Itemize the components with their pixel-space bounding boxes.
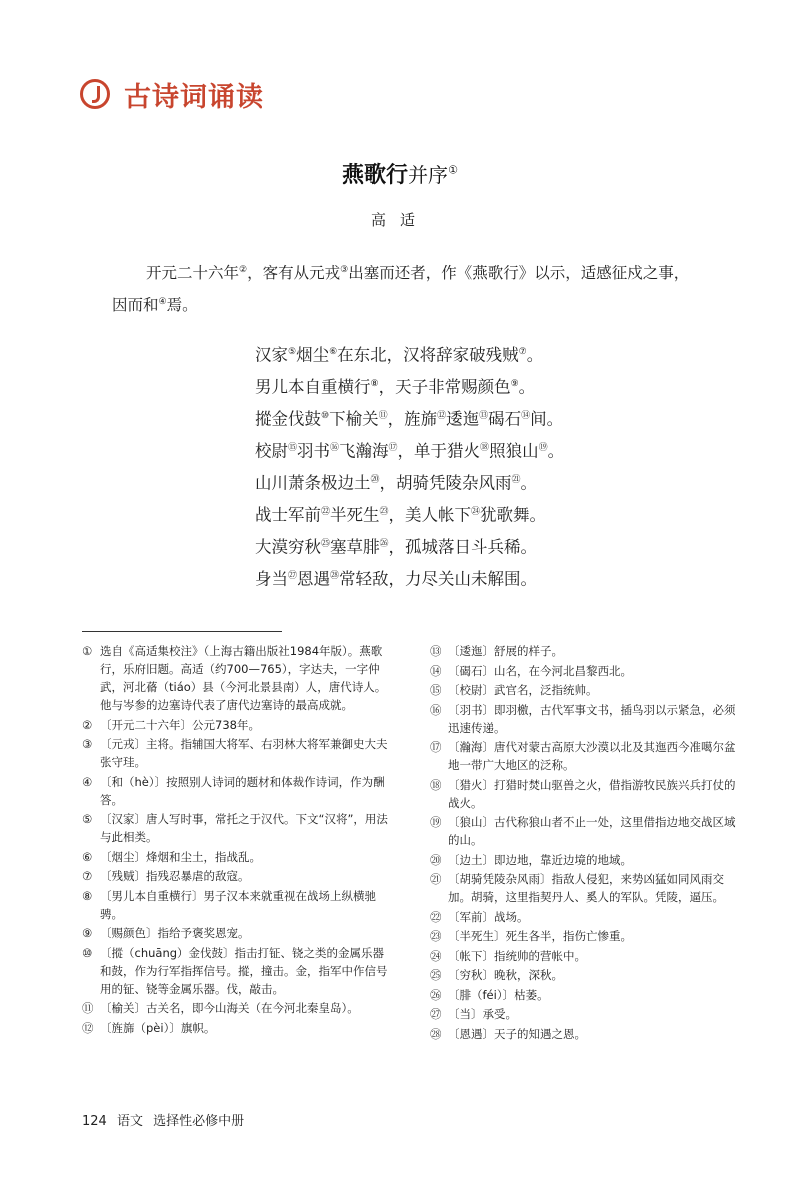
footnote-marker: ⑤ (288, 347, 297, 357)
footnote-text: 〔逶迤〕舒展的样子。 (448, 644, 563, 658)
footnote-number: ① (82, 644, 93, 658)
text-segment: 恩遇 (297, 569, 331, 589)
text-segment: 。 (518, 377, 536, 397)
footnote-text: 〔瀚海〕唐代对蒙古高原大沙漠以北及其迤西今准噶尔盆地一带广大地区的泛称。 (448, 740, 736, 772)
footnote-number: ⑯ (430, 702, 442, 717)
text-segment: ，孤城落日斗兵稀。 (388, 537, 538, 557)
footnote-marker: ⑩ (321, 411, 330, 421)
footnote-number: ⑧ (82, 888, 93, 903)
text-segment: 下榆关 (329, 409, 379, 429)
footnote (82, 848, 392, 866)
text-segment: 男儿本自重横行 (255, 377, 371, 397)
poem-line (255, 562, 564, 594)
footnote (430, 642, 740, 660)
text-segment: 。 (526, 345, 544, 365)
poem-title-main: 燕歌行 (342, 162, 409, 188)
poem-title (0, 158, 800, 189)
footnote-number: ㉓ (430, 929, 442, 943)
poem-author: 高适 (370, 211, 429, 229)
footnote-number: ⑮ (430, 683, 442, 697)
poem-line (255, 530, 564, 562)
poem-line (255, 370, 564, 402)
text-segment: 战士军前 (255, 505, 321, 525)
footnote (82, 773, 392, 809)
poem-title-subtitle: 并序 (408, 163, 449, 187)
text-segment: 碣石 (488, 409, 522, 429)
text-segment: 摐金伐鼓 (255, 409, 321, 429)
text-segment: 。 (520, 473, 538, 493)
text-segment: 开元二十六年 (146, 264, 240, 283)
footnote-text: 〔当〕承受。 (448, 1007, 517, 1021)
footnote-text: 〔猎火〕打猎时焚山驱兽之火，借指游牧民族兴兵打仗的战火。 (448, 777, 736, 810)
footnote (430, 738, 740, 774)
footnote (82, 642, 392, 714)
footnote-marker: ⑬ (479, 411, 489, 421)
footnote-text: 〔穷秋〕晚秋，深秋。 (448, 968, 563, 982)
footnote (430, 1025, 740, 1043)
text-segment: ，胡骑凭陵杂风雨 (379, 473, 512, 493)
footnote-number: ⑤ (82, 812, 93, 826)
footnote-number: ⑦ (82, 869, 93, 883)
page-number: 124 (82, 1114, 107, 1129)
text-segment: 出塞而还者，作《燕歌行》以示，适感征戍之事，因而和 (112, 264, 690, 315)
footnote-marker: ⑱ (480, 443, 490, 453)
text-segment: ，旌旆 (387, 409, 438, 429)
footnotes-left-column (82, 642, 392, 1038)
footnote-text: 〔烟尘〕烽烟和尘土，指战乱。 (100, 849, 261, 864)
text-segment: 羽书 (297, 441, 331, 461)
text-segment: ，单于猎火 (397, 441, 481, 461)
text-segment: 汉家 (255, 345, 288, 365)
text-segment: 照狼山 (489, 441, 539, 461)
footnote (82, 887, 392, 923)
poem-line (255, 402, 564, 434)
footnote-number: ㉒ (430, 909, 442, 924)
footnote (430, 1005, 740, 1023)
footnote-text: 〔元戎〕主将。指辅国大将军、右羽林大将军兼御史大夫张守珪。 (100, 737, 388, 769)
text-segment: 犹歌舞。 (480, 505, 547, 525)
footnote-marker: ⑰ (388, 443, 398, 453)
footnote-text: 〔羽书〕即羽檄，古代军事文书，插鸟羽以示紧急，必须迅速传递。 (448, 702, 736, 735)
footnote-number: ㉕ (430, 968, 442, 982)
footnote-text: 〔汉家〕唐人写时事，常托之于汉代。下文“汉将”，用法与此相类。 (100, 812, 388, 844)
footnotes-right-column (430, 642, 740, 1044)
footnote-marker: ⑦ (518, 347, 527, 357)
footnote (430, 986, 740, 1004)
footnote-number: ⑥ (82, 849, 93, 864)
footnote-text: 〔边土〕即边地，靠近边境的地域。 (448, 852, 632, 867)
footnote-number: ⑰ (430, 740, 442, 754)
footnote-number: ② (82, 717, 93, 732)
footnote (82, 716, 392, 734)
page-footer (82, 1110, 244, 1129)
text-segment: 飞瀚海 (339, 441, 389, 461)
footnote-marker: ㉕ (321, 539, 331, 549)
footnote-marker: ㉖ (379, 539, 389, 549)
footnote-number: ㉖ (430, 987, 442, 1002)
text-segment: 塞草腓 (330, 537, 380, 557)
footnote (430, 851, 740, 869)
footnote-marker: ㉔ (471, 507, 481, 517)
footnote-text: 〔榆关〕古关名，即今山海关（在今河北秦皇岛）。 (100, 1001, 359, 1015)
footnote-text: 〔和（hè）〕按照别人诗词的题材和体裁作诗词，作为酬答。 (100, 774, 385, 807)
footnote-text: 〔校尉〕武官名，泛指统帅。 (448, 683, 598, 697)
footnote-marker: ② (239, 265, 248, 275)
footnote-marker: ㉘ (330, 571, 340, 581)
footer-subject: 语文 (116, 1114, 143, 1129)
footnote-text: 〔赐颜色〕指给予褒奖恩宠。 (100, 926, 250, 940)
text-segment: 大漠穷秋 (255, 537, 321, 557)
poem-verses (255, 338, 564, 594)
footnote-text: 〔男儿本自重横行〕男子汉本来就重视在战场上纵横驰骋。 (100, 888, 376, 921)
text-segment: ，天子非常赐颜色 (378, 377, 511, 397)
text-segment: 在东北，汉将辞家破残贼 (337, 345, 519, 365)
footnote-marker: ㉗ (288, 571, 298, 581)
poem-line (255, 338, 564, 370)
footnote-text: 〔旌旆（pèi）〕旗帜。 (100, 1020, 216, 1035)
footnote-number: ㉔ (430, 948, 442, 963)
footnote (430, 813, 740, 849)
footnote-divider (82, 631, 282, 632)
footnote-number: ⑱ (430, 777, 442, 792)
poem-line (255, 466, 564, 498)
footnote-text: 〔残贼〕指残忍暴虐的敌寇。 (100, 869, 250, 883)
footnote-marker: ⑳ (370, 475, 380, 485)
text-segment: 逶迤 (446, 409, 480, 429)
footnote (430, 870, 740, 906)
poem-title-footnote-marker: ① (448, 163, 458, 177)
footnote-marker: ㉓ (379, 507, 389, 517)
footnote (82, 999, 392, 1017)
footnote-number: ④ (82, 774, 93, 789)
footnote-text: 〔胡骑凭陵杂风雨〕指敌人侵犯，来势凶猛如同风雨交加。胡骑，这里指契丹人、奚人的军队。凭陵，逼压。 (448, 872, 724, 904)
footnote-text: 〔恩遇〕天子的知遇之恩。 (448, 1026, 586, 1041)
text-segment: 烟尘 (296, 345, 330, 365)
footnote (82, 944, 392, 998)
footnote-text: 选自《高适集校注》（上海古籍出版社1984年版）。燕歌行，乐府旧题。高适（约700—765），字达夫，一字仲武，河北蓨（tiáo）县（今河北景县南）人，唐代诗人。他与岑参的边塞诗代表了唐代边塞诗的最高成就。 (100, 644, 387, 712)
text-segment: 山川萧条极边土 (255, 473, 371, 493)
text-segment: 焉。 (166, 296, 198, 315)
footnote-marker: ③ (340, 265, 349, 275)
poem-preface (112, 256, 702, 320)
footnote-number: ⑬ (430, 644, 442, 658)
footnote-number: ⑲ (430, 815, 442, 829)
footnote (430, 681, 740, 699)
footnote-number: ⑫ (82, 1020, 94, 1035)
footer-book: 选择性必修中册 (153, 1114, 245, 1129)
footnote-marker: ⑥ (329, 347, 338, 357)
poem-line (255, 434, 564, 466)
footnote-text: 〔狼山〕古代称狼山者不止一处，这里借指边地交战区域的山。 (448, 815, 736, 847)
footnote-number: ⑩ (82, 945, 93, 960)
footnote (430, 947, 740, 965)
footnote-number: ㉑ (430, 872, 442, 886)
footnote-text: 〔腓（féi）〕枯萎。 (448, 987, 549, 1002)
text-segment: ，美人帐下 (388, 505, 472, 525)
footnote (430, 908, 740, 926)
footnote-marker: ⑯ (330, 443, 340, 453)
footnote (430, 776, 740, 812)
footnote (430, 662, 740, 680)
section-header (80, 74, 264, 114)
footnote-text: 〔军前〕战场。 (448, 909, 529, 924)
text-segment: 身当 (255, 569, 288, 589)
footnote (82, 1019, 392, 1037)
text-segment: ，客有从元戎 (247, 264, 341, 283)
text-segment: 校尉 (255, 441, 288, 461)
footnote-text: 〔半死生〕死生各半，指伤亡惨重。 (448, 929, 632, 943)
footnote (430, 966, 740, 984)
footnote-number: ⑭ (430, 663, 442, 678)
text-segment: 。 (547, 441, 565, 461)
footnote-number: ⑪ (82, 1001, 94, 1015)
footnote (430, 927, 740, 945)
footnote-text: 〔摐（chuāng）金伐鼓〕指击打钲、铙之类的金属乐器和鼓，作为行军指挥信号。摐，撞击。金，指军中作信号用的钲、铙等金属乐器。伐，敲击。 (100, 945, 388, 996)
footnote-marker: ⑨ (510, 379, 519, 389)
text-segment: 常轻敌，力尽关山未解围。 (339, 569, 538, 589)
footnote-text: 〔碣石〕山名，在今河北昌黎西北。 (448, 663, 632, 678)
section-logo-icon (80, 79, 110, 109)
footnote-marker: ⑫ (437, 411, 447, 421)
footnote (430, 701, 740, 737)
text-segment: 间。 (530, 409, 564, 429)
footnote-number: ⑨ (82, 926, 93, 940)
footnote (82, 810, 392, 846)
footnote-text: 〔帐下〕指统帅的营帐中。 (448, 948, 586, 963)
footnote-marker: ⑮ (288, 443, 298, 453)
footnote-number: ⑳ (430, 852, 442, 867)
footnote (82, 735, 392, 771)
footnote-number: ③ (82, 737, 93, 751)
footnote-marker: ㉑ (511, 475, 521, 485)
footnote-number: ㉗ (430, 1007, 442, 1021)
footnote (82, 924, 392, 942)
text-segment: 半死生 (330, 505, 380, 525)
poem-line (255, 498, 564, 530)
footnote-number: ㉘ (430, 1026, 442, 1041)
footnote-marker: ⑭ (521, 411, 531, 421)
footnote-marker: ⑲ (538, 443, 548, 453)
footnote-marker: ⑧ (370, 379, 379, 389)
footnote-text: 〔开元二十六年〕公元738年。 (100, 717, 260, 732)
footnote (82, 867, 392, 885)
footnote-marker: ㉒ (321, 507, 331, 517)
footnote-marker: ④ (158, 297, 167, 308)
footnote-marker: ⑪ (378, 411, 388, 421)
section-title: 古诗词诵读 (124, 81, 264, 113)
